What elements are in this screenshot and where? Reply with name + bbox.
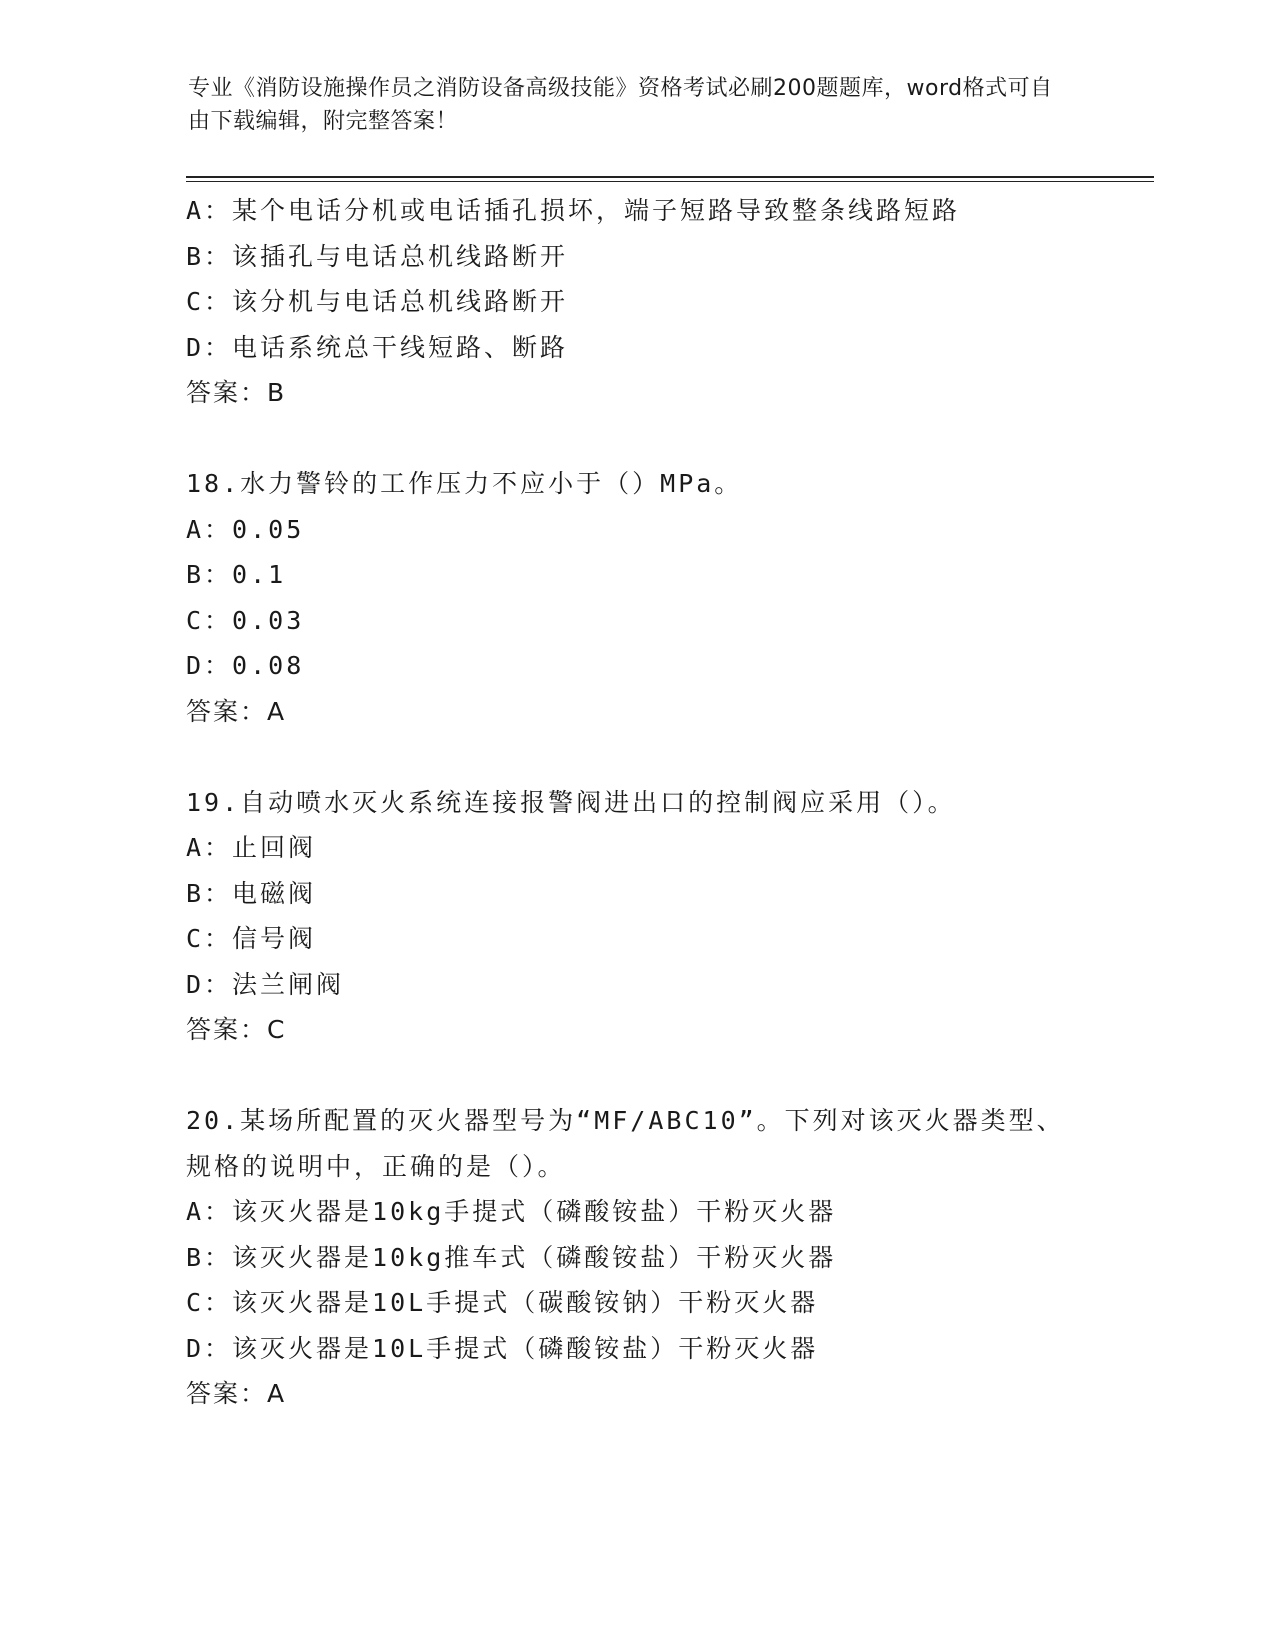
option-a: A：0.05 [186, 514, 305, 544]
option-a: A：某个电话分机或电话插孔损坏，端子短路导致整条线路短路 [186, 196, 961, 225]
option-d: D：0.08 [186, 651, 305, 680]
answer-line: 答案：A [186, 1379, 287, 1408]
document-header: 专业《消防设施操作员之消防设备高级技能》资格考试必刷200题题库，word格式可自由下载编辑，附完整答案！ [188, 76, 1053, 134]
question-block-17 [186, 188, 1086, 416]
spacer [186, 1053, 1086, 1099]
option-b: B：电磁阀 [186, 878, 317, 908]
header-rule-thick [186, 176, 1154, 178]
option-b: B：0.1 [186, 560, 287, 589]
answer-line: 答案：A [186, 696, 287, 726]
option-d: D：该灭火器是10L手提式（磷酸铵盐）干粉灭火器 [186, 1333, 819, 1363]
answer-line: 答案：C [186, 1015, 287, 1044]
option-a: A：该灭火器是10kg手提式（磷酸铵盐）干粉灭火器 [186, 1197, 837, 1226]
question-list [186, 188, 1086, 1417]
option-c: C：信号阀 [186, 924, 317, 953]
question-block-18 [186, 461, 1086, 734]
question-title: 20.某场所配置的灭火器型号为“MF/ABC10”。下列对该灭火器类型、规格的说明中，正确的是（）。 [186, 1106, 1065, 1181]
option-c: C：该分机与电话总机线路断开 [186, 287, 569, 316]
header-rule-thin [186, 181, 1154, 182]
question-title: 18.水力警铃的工作压力不应小于（）MPa。 [186, 469, 743, 498]
option-c: C：该灭火器是10L手提式（碳酸铵钠）干粉灭火器 [186, 1288, 819, 1317]
question-block-19 [186, 780, 1086, 1053]
question-block-20 [186, 1098, 1086, 1417]
option-b: B：该灭火器是10kg推车式（磷酸铵盐）干粉灭火器 [186, 1242, 837, 1272]
spacer [186, 734, 1086, 780]
spacer [186, 416, 1086, 462]
option-b: B：该插孔与电话总机线路断开 [186, 241, 569, 271]
option-a: A：止回阀 [186, 833, 317, 862]
answer-line: 答案：B [186, 378, 287, 407]
option-d: D：法兰闸阀 [186, 969, 345, 999]
question-title: 19.自动喷水灭火系统连接报警阀进出口的控制阀应采用（）。 [186, 787, 956, 817]
option-d: D：电话系统总干线短路、断路 [186, 332, 569, 362]
option-c: C：0.03 [186, 605, 305, 635]
